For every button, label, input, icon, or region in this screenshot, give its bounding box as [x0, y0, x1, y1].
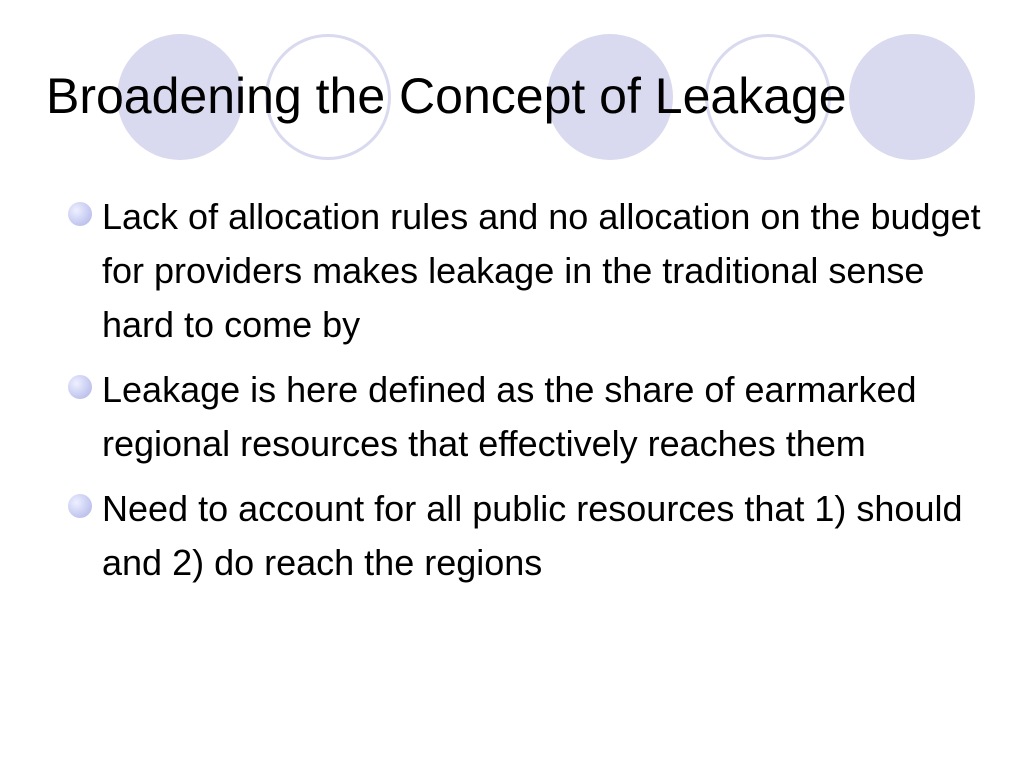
- bullet-icon: [68, 494, 92, 518]
- bullet-text: Leakage is here defined as the share of earmarked regional resources that effectively reaches them: [102, 369, 917, 464]
- bullet-item: [66, 190, 986, 352]
- slide-title: Broadening the Concept of Leakage: [46, 68, 847, 124]
- bullet-list: [66, 190, 986, 601]
- bullet-item: [66, 363, 986, 471]
- decorative-circle-filled: [849, 34, 975, 160]
- bullet-text: Lack of allocation rules and no allocation on the budget for providers makes leakage in the traditional sense hard to come by: [102, 196, 981, 345]
- bullet-icon: [68, 202, 92, 226]
- bullet-icon: [68, 375, 92, 399]
- bullet-item: [66, 482, 986, 590]
- bullet-text: Need to account for all public resources that 1) should and 2) do reach the regions: [102, 488, 963, 583]
